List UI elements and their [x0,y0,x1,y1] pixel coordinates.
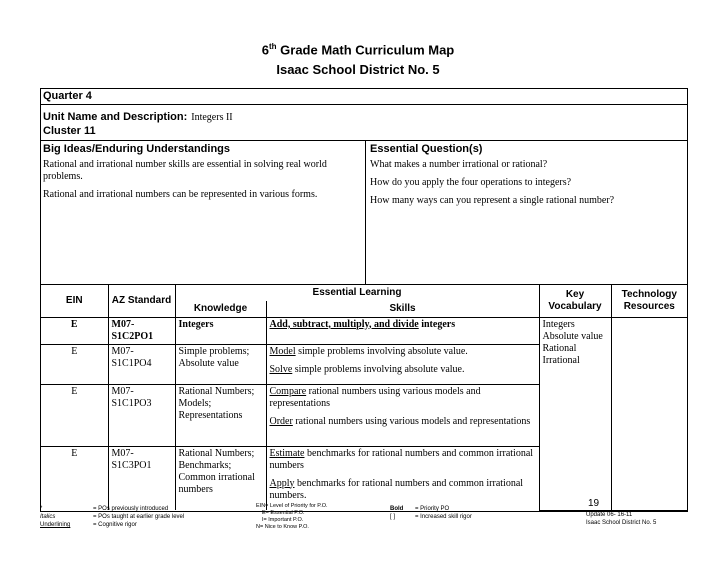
vocab-item: Integers [542,318,575,330]
az-standard-header: AZ Standard [108,285,175,317]
ein-header: EIN [41,285,108,317]
skills-cell: Model simple problems involving absolute value. Solve simple problems involving absolute value. [266,344,539,384]
unit-label: Unit Name and Description: [43,111,188,123]
footer-district: Isaac School District No. 5 [586,520,657,526]
knowledge-cell: Rational Numbers; Benchmarks; Common irrational numbers [175,446,266,510]
page-title: 6th Grade Math Curriculum Map [261,42,455,58]
ein-cell: E [41,446,108,510]
essential-question-item: How do you apply the four operations to integers? [370,177,572,188]
cluster-label: Cluster 11 [43,125,96,137]
az-standard-cell: M07-S1C1PO4 [108,344,175,384]
footer-legend-symbols: * Italics Underlining [40,506,71,528]
footer-format-meanings: = Priority PO = Increased skill rigor [415,506,472,520]
knowledge-header: Knowledge [175,301,266,317]
skills-cell: Add, subtract, multiply, and divide integers [266,317,539,344]
knowledge-cell: Integers [175,317,266,344]
skills-cell: Compare rational numbers using various models and representations Order rational numbers using various models and representations [266,384,539,446]
ein-cell: E [41,317,108,344]
technology-resources-header: Technology Resources [611,285,687,317]
big-idea-item: Rational and irrational numbers can be represented in various forms. [43,189,318,200]
az-standard-cell: M07-S1C1PO3 [108,384,175,446]
essential-learning-table [41,285,687,511]
vocab-item: Absolute value [542,330,603,342]
technology-resources-cell [611,317,687,510]
skills-cell: Estimate benchmarks for rational numbers and common irrational numbers Apply benchmarks for rational numbers and common irrational numbers. [266,446,539,510]
unit-value: Integers II [191,112,233,123]
footer-format-symbols: Bold [ ] [390,506,404,520]
page-number: 19 [588,498,600,509]
az-standard-cell: M07-S1C2PO1 [108,317,175,344]
footer-legend-meanings: = POs previously introduced = POs taught at earlier grade level = Cognitive rigor [93,506,185,528]
ein-cell: E [41,344,108,384]
essential-learning-header: Essential Learning [175,285,539,301]
skills-header: Skills [266,301,539,317]
essential-question-item: How many ways can you represent a single rational number? [370,195,615,206]
vocab-item: Irrational [542,354,580,366]
essential-question-item: What makes a number irrational or rational? [370,159,548,170]
quarter-label: Quarter 4 [41,89,687,105]
key-vocabulary-header: Key Vocabulary [539,285,611,317]
update-date: Update 06- 16-11 [586,512,633,518]
big-ideas-heading: Big Ideas/Enduring Understandings [43,143,231,155]
essential-questions [366,141,687,284]
key-vocabulary-cell [539,317,611,510]
vocab-item: Rational [542,342,577,354]
table-row [41,317,687,344]
knowledge-cell: Rational Numbers; Models; Representations [175,384,266,446]
ein-cell: E [41,384,108,446]
essential-questions-heading: Essential Question(s) [370,143,483,155]
big-idea-item: Rational and irrational number skills are essential in solving real world problems. [43,159,327,182]
knowledge-cell: Simple problems; Absolute value [175,344,266,384]
az-standard-cell: M07-S1C3PO1 [108,446,175,510]
big-ideas-section [41,141,687,285]
footer-ein-legend: EIN= Level of Priority for P.O. E= Essential P.O. I= Important P.O. N= Nice to Know P.O. [256,503,328,530]
footer-page-info [586,500,656,527]
curriculum-map [40,88,688,512]
big-ideas [41,141,366,284]
district-subtitle: Isaac School District No. 5 [276,62,440,77]
unit-cluster [41,105,687,141]
